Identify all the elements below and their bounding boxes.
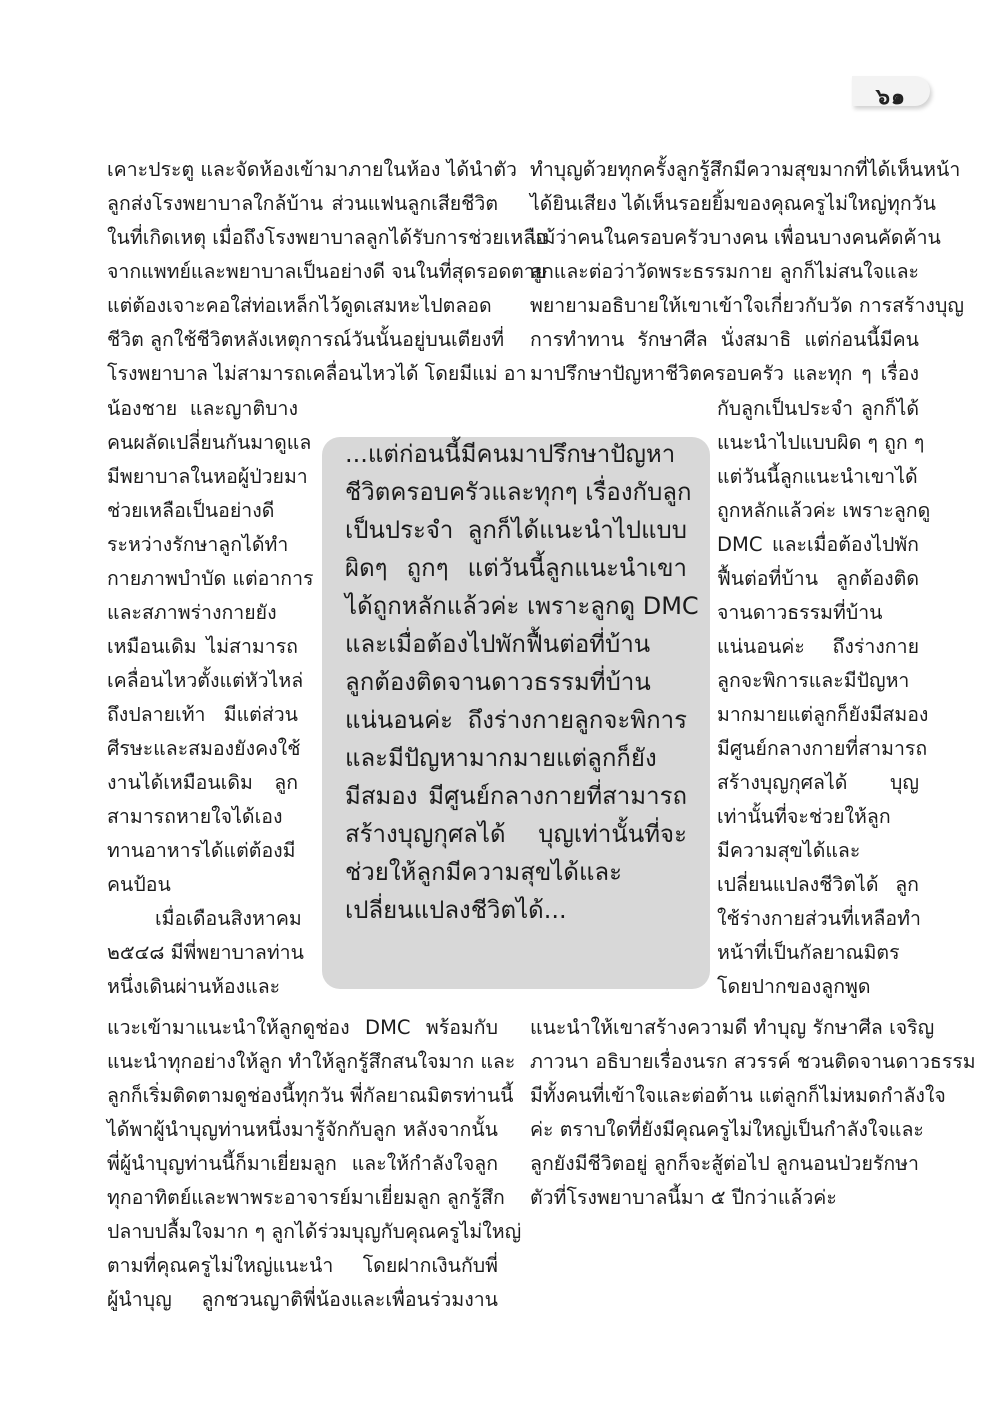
text-line: แน่นอนค่ะ ถึงร่างกาย	[717, 635, 919, 658]
text-line: แวะเข้ามาแนะนำให้ลูกดูช่อง DMC พร้อมกับ	[107, 1016, 498, 1039]
text-line: แนะนำไปแบบผิด ๆ ถูก ๆ	[717, 431, 925, 454]
text-line: ชีวิต ลูกใช้ชีวิตหลังเหตุการณ์วันนั้นอยู่บนเตียงที่	[107, 328, 505, 351]
text-line: การทำทาน รักษาศีล นั่งสมาธิ แต่ก่อนนี้มีคน	[530, 328, 919, 351]
text-line: พยายามอธิบายให้เขาเข้าใจเกี่ยวกับวัด การสร้างบุญ	[530, 294, 964, 317]
quote-line: มีสมอง มีศูนย์กลางกายที่สามารถ	[345, 782, 687, 810]
text-line: เปลี่ยนแปลงชีวิตได้ ลูก	[717, 873, 919, 896]
text-line: ๒๕๔๘ มีพี่พยาบาลท่าน	[107, 941, 304, 964]
text-line: สามารถหายใจได้เอง	[107, 805, 283, 828]
text-line: มีความสุขได้และ	[717, 839, 861, 862]
text-line: ทำบุญด้วยทุกครั้งลูกรู้สึกมีความสุขมากที่ได้เห็นหน้า	[530, 158, 961, 181]
text-line: จากแพทย์และพยาบาลเป็นอย่างดี จนในที่สุดรอดตาย	[107, 260, 547, 283]
quote-line: ลูกต้องติดจานดาวธรรมที่บ้าน	[345, 668, 651, 696]
text-line: ค่ะ ตราบใดที่ยังมีคุณครูไม่ใหญ่เป็นกำลังใจและ	[530, 1118, 924, 1141]
text-line: น้องชาย และญาติบาง	[107, 397, 298, 420]
text-line: ได้ยินเสียง ได้เห็นรอยยิ้มของคุณครูไม่ใหญ่ทุกวัน	[530, 192, 936, 215]
text-line: ได้พาผู้นำบุญท่านหนึ่งมารู้จักกับลูก หลังจากนั้น	[107, 1118, 498, 1141]
quote-line: ได้ถูกหลักแล้วค่ะ เพราะลูกดู DMC	[345, 592, 699, 620]
text-line: สร้างบุญกุศลได้ บุญ	[717, 771, 919, 794]
text-line: ถูกหลักแล้วค่ะ เพราะลูกดู	[717, 499, 931, 522]
text-line: ช่วยเหลือเป็นอย่างดี	[107, 499, 275, 522]
text-line: ทานอาหารได้แต่ต้องมี	[107, 839, 296, 862]
page-number: ๖๑	[876, 85, 906, 110]
quote-line: เป็นประจำ ลูกก็ได้แนะนำไปแบบ	[345, 516, 687, 544]
text-line: ถึงปลายเท้า มีแต่ส่วน	[107, 703, 298, 726]
text-line: ลูกส่งโรงพยาบาลใกล้บ้าน ส่วนแฟนลูกเสียชีวิต	[107, 192, 498, 215]
quote-line: ผิดๆ ถูกๆ แต่วันนี้ลูกแนะนำเขา	[345, 554, 687, 582]
text-line: แต่วันนี้ลูกแนะนำเขาได้	[717, 465, 918, 488]
text-line: ระหว่างรักษาลูกได้ทำ	[107, 533, 289, 556]
text-line: โดยปากของลูกพูด	[717, 975, 871, 998]
text-line: มีพยาบาลในหอผู้ป่วยมา	[107, 465, 308, 488]
text-line: แนะนำทุกอย่างให้ลูก ทำให้ลูกรู้สึกสนใจมาก และ	[107, 1050, 516, 1073]
text-line: กับลูกเป็นประจำ ลูกก็ได้	[717, 397, 919, 420]
text-line: มีศูนย์กลางกายที่สามารถ	[717, 737, 928, 760]
text-line: ลูกยังมีชีวิตอยู่ ลูกก็จะสู้ต่อไป ลูกนอนป่วยรักษา	[530, 1152, 919, 1175]
quote-line: เปลี่ยนแปลงชีวิตได้...	[345, 896, 567, 924]
text-line: ภาวนา อธิบายเรื่องนรก สวรรค์ ชวนติดจานดาวธรรม	[530, 1050, 976, 1073]
text-line: คนป้อน	[107, 873, 171, 896]
text-line: ผู้นำบุญ ลูกชวนญาติพี่น้องและเพื่อนร่วมงาน	[107, 1288, 498, 1311]
text-line: หนึ่งเดินผ่านห้องและ	[107, 975, 281, 998]
quote-line: ช่วยให้ลูกมีความสุขได้และ	[345, 858, 623, 886]
text-line: เคาะประตู และจัดห้องเข้ามาภายในห้อง ได้นำตัว	[107, 158, 517, 181]
text-line: จานดาวธรรมที่บ้าน	[717, 601, 883, 624]
quote-line: ...แต่ก่อนนี้มีคนมาปรึกษาปัญหา	[345, 440, 676, 468]
text-line: ตามที่คุณครูไม่ใหญ่แนะนำ โดยฝากเงินกับพี่	[107, 1254, 498, 1277]
text-line: มากมายแต่ลูกก็ยังมีสมอง	[717, 703, 929, 726]
text-line: ลูกก็เริ่มติดตามดูช่องนี้ทุกวัน พี่กัลยาณมิตรท่านนี้	[107, 1084, 514, 1107]
text-line: แต่ต้องเจาะคอใส่ท่อเหล็กไว้ดูดเสมหะไปตลอด	[107, 294, 492, 317]
text-line: โรงพยาบาล ไม่สามารถเคลื่อนไหวได้ โดยมีแม่ อา	[107, 362, 527, 385]
text-line: ศีรษะและสมองยังคงใช้	[107, 737, 301, 760]
text-line: แม้ว่าคนในครอบครัวบางคน เพื่อนบางคนคัดค้าน	[530, 226, 941, 249]
text-line: คนผลัดเปลี่ยนกันมาดูแล	[107, 431, 312, 454]
quote-line: และมีปัญหามากมายแต่ลูกก็ยัง	[345, 744, 657, 772]
text-line: เมื่อเดือนสิงหาคม	[155, 907, 302, 930]
quote-line: สร้างบุญกุศลได้ บุญเท่านั้นที่จะ	[345, 820, 687, 848]
text-line: ลูกจะพิการและมีปัญหา	[717, 669, 910, 692]
text-line: มีทั้งคนที่เข้าใจและต่อต้าน แต่ลูกก็ไม่หมดกำลังใจ	[530, 1084, 946, 1107]
text-line: งานได้เหมือนเดิม ลูก	[107, 771, 298, 794]
text-line: พี่ผู้นำบุญท่านนี้ก็มาเยี่ยมลูก และให้กำลังใจลูก	[107, 1152, 498, 1175]
text-line: ทุกอาทิตย์และพาพระอาจารย์มาเยี่ยมลูก ลูกรู้สึก	[107, 1186, 505, 1209]
quote-line: ชีวิตครอบครัวและทุกๆ เรื่องกับลูก	[345, 478, 692, 506]
text-line: ปลาบปลื้มใจมาก ๆ ลูกได้ร่วมบุญกับคุณครูไม่ใหญ่	[107, 1220, 522, 1243]
text-line: แนะนำให้เขาสร้างความดี ทำบุญ รักษาศีล เจริญ	[530, 1016, 935, 1039]
text-line: ใช้ร่างกายส่วนที่เหลือทำ	[717, 907, 921, 930]
text-line: ตัวที่โรงพยาบาลนี้มา ๕ ปีกว่าแล้วค่ะ	[530, 1186, 837, 1209]
text-line: เหมือนเดิม ไม่สามารถ	[107, 635, 298, 658]
quote-line: และเมื่อต้องไปพักฟื้นต่อที่บ้าน	[345, 630, 651, 658]
text-line: ฟื้นต่อที่บ้าน ลูกต้องติด	[717, 567, 919, 590]
text-line: DMC และเมื่อต้องไปพัก	[717, 533, 919, 556]
text-line: มาปรึกษาปัญหาชีวิตครอบครัว และทุก ๆ เรื่อง	[530, 362, 919, 385]
text-line: กายภาพบำบัด แต่อาการ	[107, 567, 314, 590]
text-line: ลูกและต่อว่าวัดพระธรรมกาย ลูกก็ไม่สนใจและ	[530, 260, 919, 283]
text-line: ในที่เกิดเหตุ เมื่อถึงโรงพยาบาลลูกได้รับการช่วยเหลือ	[107, 226, 547, 249]
text-line: เคลื่อนไหวตั้งแต่หัวไหล่	[107, 669, 304, 692]
text-line: หน้าที่เป็นกัลยาณมิตร	[717, 941, 900, 964]
text-line: เท่านั้นที่จะช่วยให้ลูก	[717, 805, 891, 828]
text-line: และสภาพร่างกายยัง	[107, 601, 277, 624]
quote-line: แน่นอนค่ะ ถึงร่างกายลูกจะพิการ	[345, 706, 687, 734]
